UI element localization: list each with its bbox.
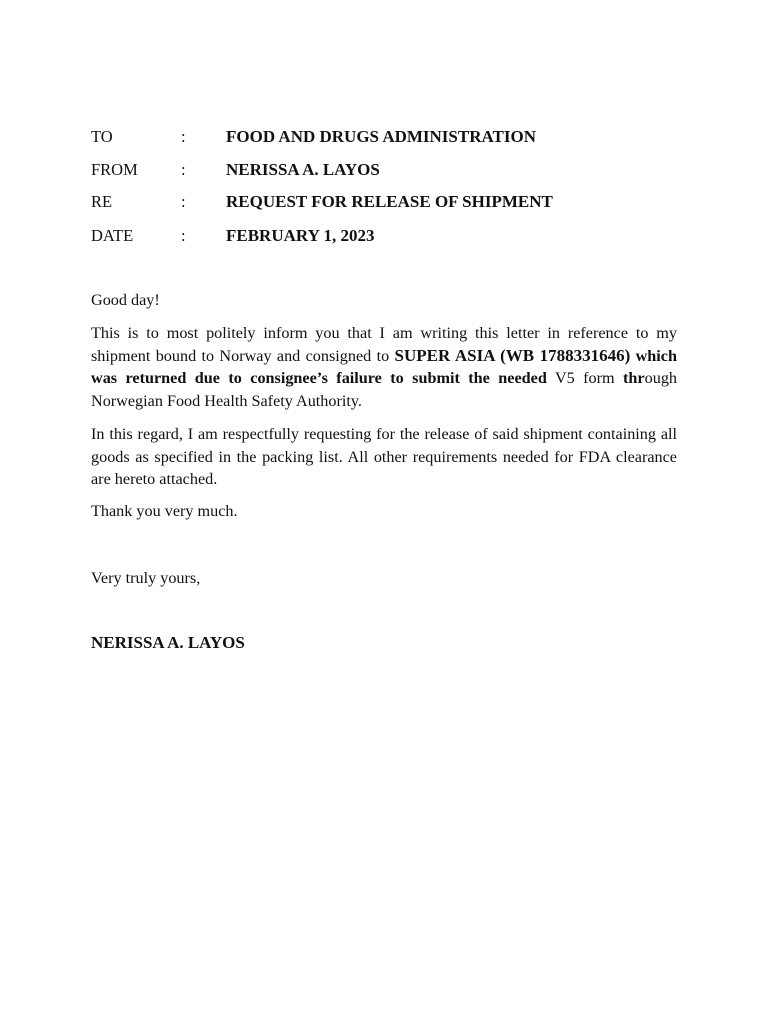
memo-re-colon: : [181,192,186,211]
return-reason: which was returned due to consignee’s failure to submit the needed [91,346,677,387]
memo-to-colon: : [181,127,186,146]
memo-date-value: FEBRUARY 1, 2023 [226,226,375,245]
memo-to-row [91,125,691,149]
memo-re-value: REQUEST FOR RELEASE OF SHIPMENT [226,192,553,211]
body-paragraph-2: In this regard, I am respectfully requesting for the release of said shipment containing all goods as specified in the packing list. All other requirements needed for FDA clearance are hereto attached. [91,425,677,488]
memo-date-colon: : [181,226,186,245]
memo-from-row [91,158,691,182]
memo-to-value: FOOD AND DRUGS ADMINISTRATION [226,127,536,146]
memo-from-value: NERISSA A. LAYOS [226,160,380,179]
signature-name: NERISSA A. LAYOS [91,633,245,652]
memo-re-label: RE [91,192,113,211]
closing-line: Very truly yours, [91,569,201,587]
memo-from-label: FROM [91,160,138,179]
memo-to-label: TO [91,127,113,146]
memo-re-row [91,190,691,214]
para1-text-a: This is to most politely inform you that I am writing this letter in reference to my shipment bound to Norway and consigned to [91,324,677,365]
para1-text-b: ough Norwegian Food Health Safety Authority. [91,369,677,410]
consignee-reference: SUPER ASIA (WB 1788331646) [394,345,631,365]
thanks-line: Thank you very much. [91,502,238,520]
greeting: Good day! [91,291,160,309]
para1-form-name: V5 form [546,369,615,387]
memo-date-row [91,224,691,248]
memo-from-colon: : [181,160,186,179]
memo-date-label: DATE [91,226,134,245]
para1-bold-fragment: thr [614,369,645,387]
body-paragraph-1 [91,322,677,412]
